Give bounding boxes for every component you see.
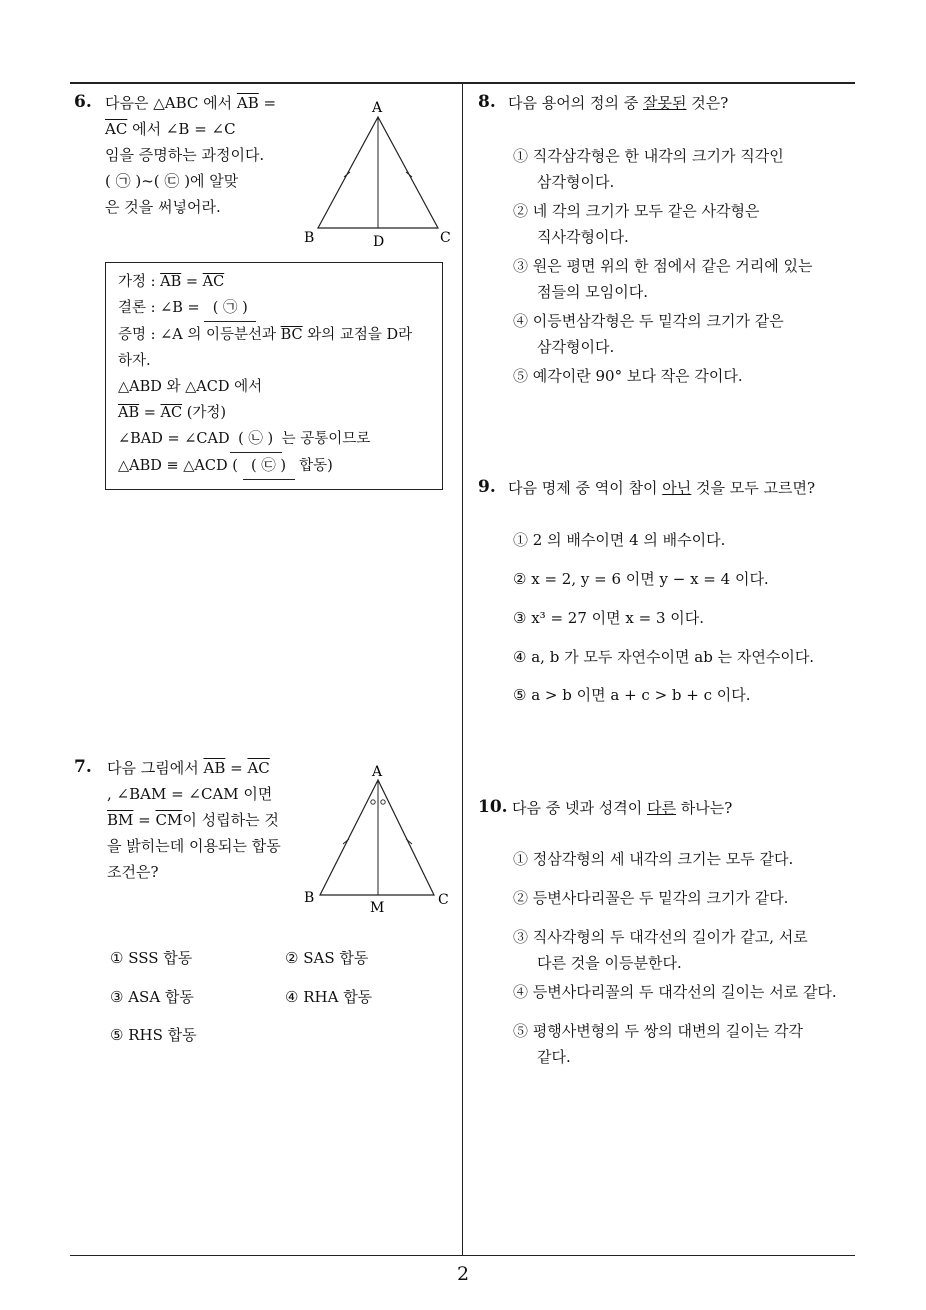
q9-option-1[interactable]: ① 2 의 배수이면 4 의 배수이다. xyxy=(513,531,726,549)
q7-option-5[interactable]: ⑤ RHS 합동 xyxy=(110,1026,197,1044)
q9-option-3[interactable]: ③ x³ = 27 이면 x = 3 이다. xyxy=(513,609,705,627)
q6-triangle-figure xyxy=(298,95,458,253)
q9-stem: 다음 명제 중 역이 참이 아닌 것을 모두 고르면? xyxy=(508,479,816,497)
q10-option-3[interactable]: ③ 직사각형의 두 대각선의 길이가 같고, 서로 다른 것을 이등분한다. xyxy=(513,928,808,972)
q10-number: 10. xyxy=(478,797,508,817)
bottom-rule xyxy=(70,1255,855,1256)
vertex-label-b: B xyxy=(304,230,315,246)
blank-2: ( ㉡ ) xyxy=(230,426,282,453)
q9-option-5[interactable]: ⑤ a > b 이면 a + c > b + c 이다. xyxy=(513,686,751,704)
q8-option-3[interactable]: ③ 원은 평면 위의 한 점에서 같은 거리에 있는 점들의 모임이다. xyxy=(513,257,813,301)
q8-option-1[interactable]: ① 직각삼각형은 한 내각의 크기가 직각인 삼각형이다. xyxy=(513,147,784,191)
vertex-label-a: A xyxy=(372,764,383,780)
q7-stem: 다음 그림에서 $\overline{AB} = \overline{AC}$ , ∠BAM = ∠CAM 이면 $\overline{BM} = \overline{CM}$이 성립하는 것 을 밝히는데 이용되는 합동 조건은? xyxy=(107,759,281,881)
q7-number: 7. xyxy=(74,757,92,777)
q10-stem: 다음 중 넷과 성격이 다른 하나는? xyxy=(512,799,733,817)
point-label-d: D xyxy=(373,234,385,250)
point-label-m: M xyxy=(370,900,385,916)
q10-option-5[interactable]: ⑤ 평행사변형의 두 쌍의 대변의 길이는 각각 같다. xyxy=(513,1022,803,1066)
q7-option-3[interactable]: ③ ASA 합동 xyxy=(110,988,194,1006)
q8-option-4[interactable]: ④ 이등변삼각형은 두 밑각의 크기가 같은 삼각형이다. xyxy=(513,312,784,356)
blank-1: ( ㉠ ) xyxy=(204,295,256,322)
q10-option-1[interactable]: ① 정삼각형의 세 내각의 크기는 모두 같다. xyxy=(513,850,794,868)
blank-3: ( ㉢ ) xyxy=(243,453,295,480)
q9-option-2[interactable]: ② x = 2, y = 6 이면 y − x = 4 이다. xyxy=(513,570,769,588)
q7-triangle-figure xyxy=(298,760,458,918)
q8-stem: 다음 용어의 정의 중 잘못된 것은? xyxy=(508,94,729,112)
q6-stem: 다음은 △ABC 에서 $\overline{AB}$ = $\overline{AC}$ 에서 ∠B = ∠C 임을 증명하는 과정이다. ( ㉠ )~( ㉢ )에 알맞 은 것을 써넣어라. xyxy=(105,94,277,216)
column-divider xyxy=(462,84,463,1256)
q8-option-2[interactable]: ② 네 각의 크기가 모두 같은 사각형은 직사각형이다. xyxy=(513,202,760,246)
vertex-label-c: C xyxy=(438,892,449,908)
q10-option-2[interactable]: ② 등변사다리꼴은 두 밑각의 크기가 같다. xyxy=(513,889,789,907)
vertex-label-a: A xyxy=(372,100,383,116)
q6-proof-box: 가정 : $\overline{AB} = \overline{AC}$ 결론 : ∠B = ( ㉠ ) 증명 : ∠A 의 이등분선과 $\overline{BC}$ 와의 교점을 D라 하자. △ABD 와 △ACD 에서 $\overline{AB} = \overline{AC}$ (가정) ∠BAD = ∠CAD ( ㉡ ) 는 공통이므로 △ABD ≡ △ACD ( ( ㉢ ) 합동) xyxy=(105,262,443,490)
q8-option-5[interactable]: ⑤ 예각이란 90° 보다 작은 각이다. xyxy=(513,367,743,385)
q7-option-1[interactable]: ① SSS 합동 xyxy=(110,949,193,967)
q8-number: 8. xyxy=(478,92,496,112)
vertex-label-b: B xyxy=(304,890,315,906)
q6-number: 6. xyxy=(74,92,92,112)
q9-number: 9. xyxy=(478,477,496,497)
q10-option-4[interactable]: ④ 등변사다리꼴의 두 대각선의 길이는 서로 같다. xyxy=(513,983,837,1001)
q7-option-2[interactable]: ② SAS 합동 xyxy=(285,949,369,967)
q7-option-4[interactable]: ④ RHA 합동 xyxy=(285,988,373,1006)
vertex-label-c: C xyxy=(440,230,451,246)
q9-option-4[interactable]: ④ a, b 가 모두 자연수이면 ab 는 자연수이다. xyxy=(513,648,815,666)
page-number: 2 xyxy=(456,1263,470,1285)
